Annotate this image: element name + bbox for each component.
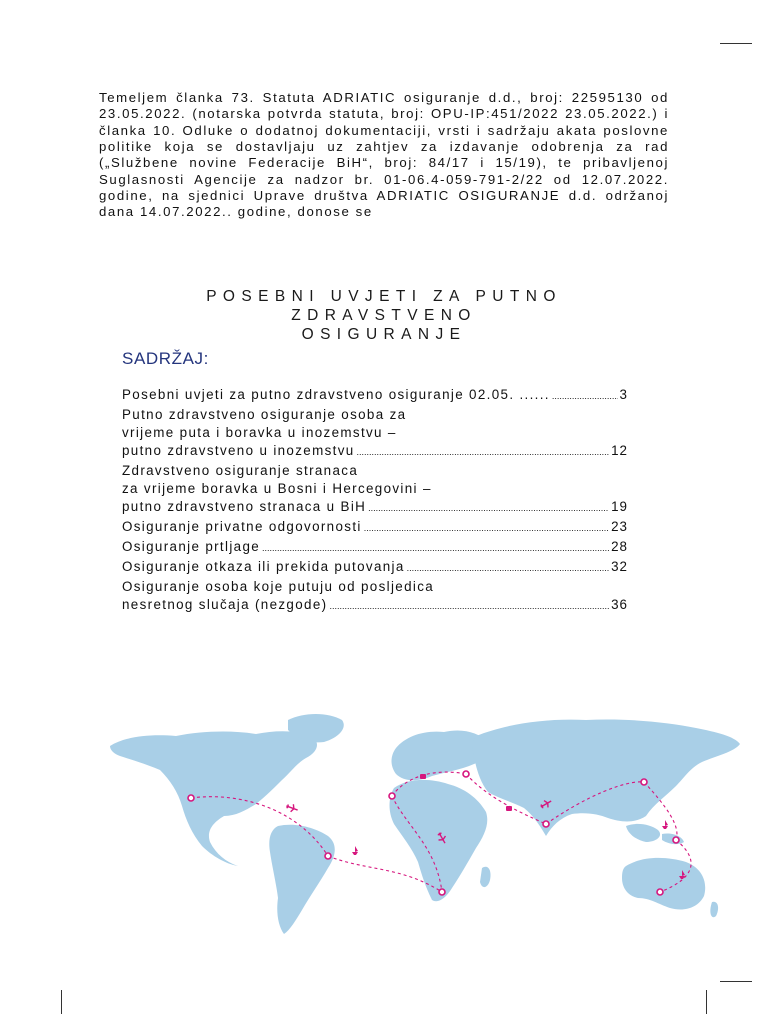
document-title [120, 287, 648, 344]
document-title-line-2: OSIGURANJE [301, 326, 467, 343]
crop-mark-bottom-right [720, 981, 752, 982]
toc-entry-leader-line [122, 558, 628, 576]
stop-india [543, 821, 549, 827]
toc-entry-leader-line [122, 442, 628, 460]
south-america-landmass [269, 825, 334, 934]
toc-entry-leader-line [122, 538, 628, 556]
toc-entry[interactable] [122, 558, 628, 576]
toc-dot-leader [329, 598, 609, 614]
stop-southeast-asia [673, 837, 679, 843]
australia-landmass [622, 858, 705, 910]
toc-entry[interactable] [122, 462, 628, 516]
madagascar-landmass [480, 867, 491, 887]
stop-rio [325, 853, 331, 859]
document-title-line-1: POSEBNI UVJETI ZA PUTNO ZDRAVSTVENO [206, 288, 562, 324]
train-icon [420, 774, 426, 779]
toc-dot-leader [364, 520, 609, 536]
toc-entry-title: Osiguranje otkaza ili prekida putovanja [122, 559, 405, 574]
africa-landmass [390, 780, 488, 901]
toc-page-number: 28 [611, 539, 628, 554]
toc-entry-title: Osiguranje prtljage [122, 539, 261, 554]
stop-japan [641, 779, 647, 785]
toc-entry-line: Osiguranje osoba koje putuju od posljedica [122, 579, 435, 594]
toc-dot-leader [262, 540, 609, 556]
toc-page-number: 32 [611, 559, 628, 574]
new-zealand-landmass [710, 902, 718, 918]
toc-entry-line: Putno zdravstveno osiguranje osoba za [122, 407, 407, 422]
ship-icon [662, 820, 668, 829]
stop-cape-town [439, 889, 445, 895]
stop-mediterranean [463, 771, 469, 777]
toc-dot-leader [368, 500, 609, 516]
toc-entry-line: vrijeme puta i boravka u inozemstvu – [122, 425, 397, 440]
table-of-contents [122, 386, 628, 616]
toc-page-number: 19 [611, 499, 628, 514]
toc-entry-line: Zdravstveno osiguranje stranaca [122, 463, 359, 478]
toc-dot-leader [407, 560, 609, 576]
toc-entry[interactable] [122, 538, 628, 556]
ship-icon [352, 846, 358, 855]
stop-australia [657, 889, 663, 895]
stop-los-angeles [188, 795, 194, 801]
crop-mark-bottom-right-vertical [706, 990, 707, 1014]
toc-entry-title: Osiguranje privatne odgovornosti [122, 519, 362, 534]
toc-dot-leader [357, 444, 610, 460]
world-map-illustration [106, 706, 742, 936]
toc-entry[interactable] [122, 386, 628, 404]
toc-entry-line: za vrijeme boravka u Bosni i Hercegovini – [122, 481, 432, 496]
continents [110, 714, 740, 934]
toc-entry[interactable] [122, 578, 628, 614]
toc-page-number: 12 [611, 443, 628, 458]
toc-entry-leader-line [122, 498, 628, 516]
toc-entry-title: Posebni uvjeti za putno zdravstveno osiguranje 02.05. ...... [122, 387, 550, 402]
crop-mark-bottom-left [61, 990, 62, 1014]
train-icon [506, 806, 512, 811]
toc-page-number: 23 [611, 519, 628, 534]
toc-entry-title: putno zdravstveno u inozemstvu [122, 443, 355, 458]
airplane-icon [285, 802, 299, 814]
toc-dot-leader [552, 388, 618, 404]
toc-page-number: 36 [611, 597, 628, 612]
toc-entry-title: putno zdravstveno stranaca u BiH [122, 499, 367, 514]
toc-entry-leader-line [122, 596, 628, 614]
stop-europe [389, 793, 395, 799]
toc-entry[interactable] [122, 518, 628, 536]
intro-paragraph: Temeljem članka 73. Statuta ADRIATIC osiguranje d.d., broj: 22595130 od 23.05.2022. (notarska potvrda statuta, broj: OPU-IP:451/2022 23.05.2022.) i članka 10. Odluke o dodatnoj dokumentaciji, vrsti i sadržaju akata poslovne politike koja se dostavljaju uz zahtjev za izdavanje odobrenja za rad („Službene novine Federacije BiH“, broj: 84/17 i 15/19), te pribavljenoj Suglasnosti Agencije za nadzor br. 01-06.4-059-791-2/22 od 12.07.2022. godine, na sjednici Uprave društva ADRIATIC OSIGURANJE d.d. održanoj dana 14.07.2022.. godine, donose se [99, 90, 669, 220]
toc-entry[interactable] [122, 406, 628, 460]
toc-entry-title: nesretnog slučaja (nezgode) [122, 597, 328, 612]
toc-page-number: 3 [619, 387, 628, 402]
toc-heading: SADRŽAJ: [122, 349, 209, 368]
asia-landmass [473, 719, 740, 836]
toc-entry-leader-line [122, 518, 628, 536]
toc-entry-leader-line [122, 386, 628, 404]
crop-mark-top-right [720, 43, 752, 44]
